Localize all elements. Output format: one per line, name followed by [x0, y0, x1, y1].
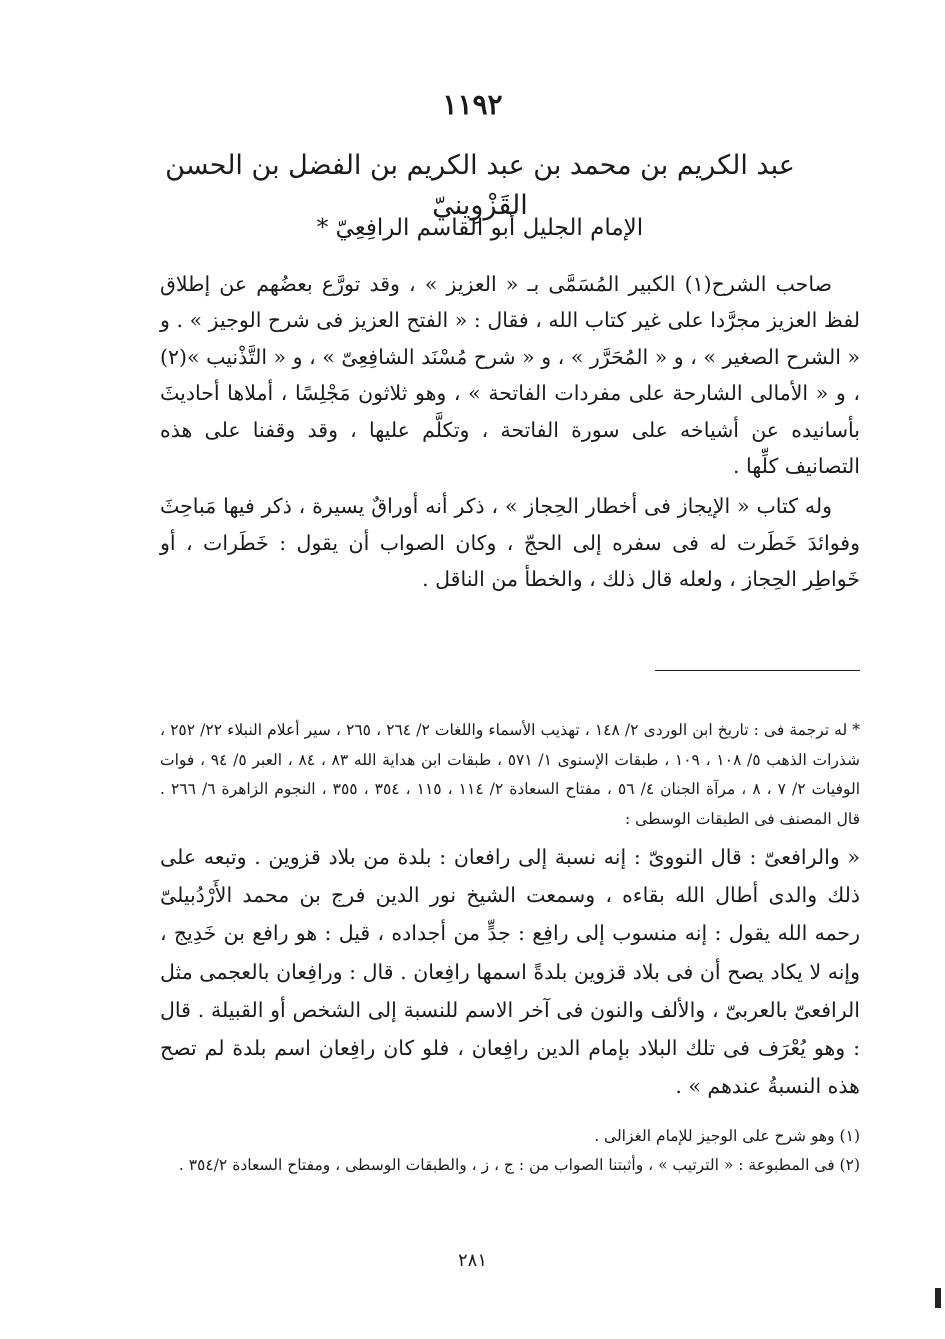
numbered-footnotes	[160, 1122, 860, 1180]
footnote-separator	[655, 670, 860, 671]
scan-edge-mark	[935, 1288, 941, 1308]
paragraph: وله كتاب « الإيجاز فى أخطار الحِجاز » ، ذكر أنه أوراقٌ يسيرة ، ذكر فيها مَباحِثَ وفوائدَ خَطَرت له فى سفره إلى الحجّ ، وكان الصواب أن يقول : خَطَرات ، أو خَواطِر الحِجاز ، ولعله قال ذلك ، والخطأ من الناقل .	[160, 494, 860, 592]
footnote-item: (٢) فى المطبوعة : « الترتيب » ، وأثبتنا الصواب من : ج ، ز ، والطبقات الوسطى ، ومفتاح السعادة ٣٥٤/٢ .	[178, 1156, 860, 1174]
page-number: ٢٨١	[457, 1250, 487, 1271]
sources-footnote: * له ترجمة فى : تاريخ ابن الوردى ٢/ ١٤٨ ، تهذيب الأسماء واللغات ٢/ ٢٦٤ ، ٢٦٥ ، سير أعلام النبلاء ٢٢/ ٢٥٢ ، شذرات الذهب ٥/ ١٠٨ ، ١٠٩ ، طبقات الإسنوى ١/ ٥٧١ ، طبقات ابن هداية الله ٨٣ ، ٨٤ ، العبر ٥/ ٩٤ ، فوات الوفيات ٢/ ٧ ، ٨ ، مرآة الجنان ٤/ ٥٦ ، مفتاح السعادة ٢/ ١١٤ ، ١١٥ ، ٣٥٤ ، ٣٥٥ ، النجوم الزاهرة ٦/ ٢٦٦ . قال المصنف فى الطبقات الوسطى :	[160, 721, 861, 828]
biography-title: عبد الكريم بن محمد بن عبد الكريم بن الفضل بن الحسن القَزْوِينيّ	[165, 150, 795, 221]
main-text	[160, 266, 860, 598]
paragraph: صاحب الشرح(١) الكبير المُسَمَّى بـ « العزيز » ، وقد تورَّع بعضُهم عن إطلاق لفظ العزيز مجرَّدا على غير كتاب الله ، فقال : « الفتح العزيز فى شرح الوجيز » . و « الشرح الصغير » ، و « المُحَرَّر » ، و « شرح مُسْنَد الشافِعِىّ » ، و « التَّذْنيب »(٢) ، و « الأمالى الشارحة على مفردات الفاتحة » ، وهو ثلاثون مَجْلِسًا ، أملاها أحاديثَ بأسانيده عن أشياخه على سورة الفاتحة ، وتكلَّم عليها ، وقد وقفنا على هذه التصانيف كلِّها .	[160, 272, 860, 479]
footnote-item: (١) وهو شرح على الوجيز للإمام الغزالى .	[594, 1127, 860, 1145]
entry-number: ١١٩٢	[442, 88, 503, 121]
quoted-passage: « والرافعىّ : قال النووىّ : إنه نسبة إلى رافعان : بلدة من بلاد قزوين . وتبعه على ذلك والدى أطال الله بقاءه ، وسمعت الشيخ نور الدين فرج بن محمد الأَرْدُبيلىّ رحمه الله يقول : إنه منسوب إلى رافِع : جدٍّ من أجداده ، قيل : هو رافع بن خَدِيج ، وإنه لا يكاد يصح أن فى بلاد قزوين بلدةً اسمها رافِعان . قال : ورافِعان بالعجمى مثل الرافعىّ بالعربىّ ، والألف والنون فى آخر الاسم للنسبة إلى الشخص أو القبيلة . قال : وهو يُعْرَف فى تلك البلاد بإمام الدين رافِعان ، فلو كان رافِعان اسم بلدة لم تصح هذه النسبةُ عندهم » .	[160, 845, 860, 1099]
biography-subtitle: الإمام الجليل أبو القاسم الرافِعِيّ *	[316, 215, 644, 241]
